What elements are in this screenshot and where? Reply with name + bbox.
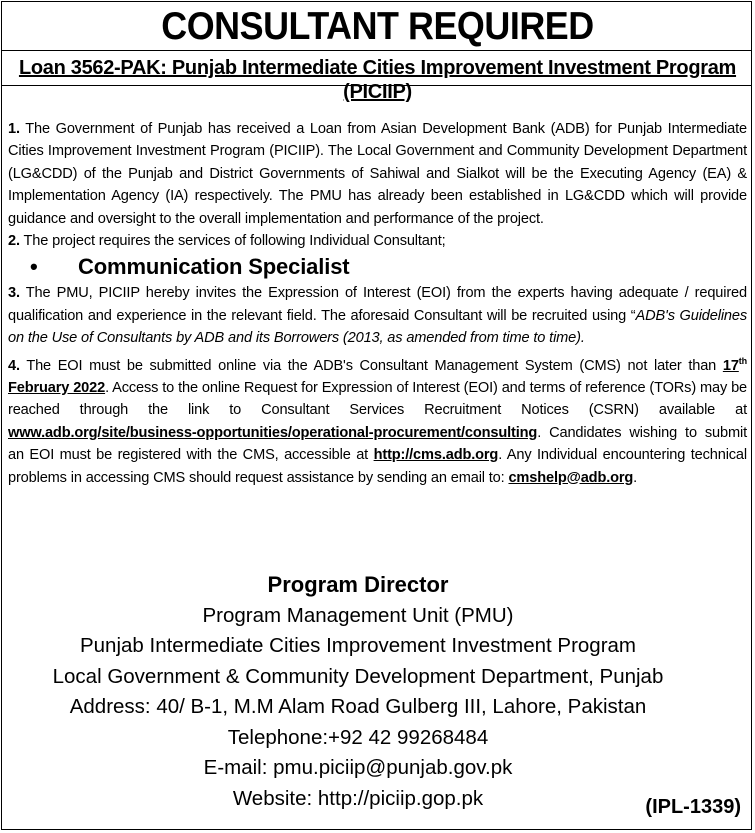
paragraph-number: 2. [8,233,20,250]
paragraph-1 [8,118,747,230]
adb-consulting-link[interactable]: www.adb.org/site/business-opportunities/operational-procurement/consulting [8,424,538,441]
signatory-designation: Program Director [267,572,449,597]
signatory-website[interactable]: Website: http://piciip.gop.pk [232,786,484,810]
paragraph-number: 3. [8,285,20,302]
position-item [30,252,747,282]
position-title: Communication Specialist [78,254,350,280]
paragraph-text: . Access to the online Request for Expression of Interest (EOI) and terms of reference (TORs) may be reached through the link to Consultant Services Recruitment Notices (CSRN) available at [8,379,748,419]
deadline-suffix: th [738,355,747,366]
deadline-date: February 2022 [8,379,106,396]
paragraph-text: The PMU, PICIIP hereby invites the Expression of Interest (EOI) from the experts having adequate / required qualification and experience in the relevant field. The aforesaid Consultant will be recruited using “ [8,285,747,324]
advertisement-body [8,118,747,489]
paragraph-number: 1. [8,121,20,137]
paragraph-3 [8,282,747,349]
signatory-address: Address: 40/ B-1, M.M Alam Road Gulberg III, Lahore, Pakistan [69,695,647,718]
signatory-telephone: Telephone:+92 42 99268484 [227,725,489,749]
paragraph-text: The Government of Punjab has received a Loan from Asian Development Bank (ADB) for Punjab Intermediate Cities Improvement Investment Program (PICIIP). The Local Government and Community Development Department (LG&CDD) of the Punjab and District Governments of Sahiwal and Sialkot will be the Executing Agency (EA) & Implementation Agency (IA) respectively. The PMU has already been established in LG&CDD which will provide guidance and oversight to the overall implementation and performance of the project. [8,121,747,227]
paragraph-number: 4. [8,357,20,374]
paragraph-text: . Candidates wishing to submit an EOI must be registered with the CMS, accessible at [8,424,747,464]
paragraph-text: . Any Individual encountering technical problems in accessing CMS should request assistance by sending an email to: [8,447,747,486]
paragraph-4 [8,350,747,489]
signature-block [0,570,716,814]
ad-reference-code: (IPL-1339) [645,796,741,818]
signatory-program: Punjab Intermediate Cities Improvement Investment Program [79,634,637,657]
page-title: CONSULTANT REQUIRED [161,5,594,48]
paragraph-text: . [633,469,638,486]
signatory-department: Local Government & Community Development Department, Punjab [52,664,664,688]
signatory-unit: Program Management Unit (PMU) [202,603,514,627]
title-divider [1,50,752,51]
cms-help-email-link[interactable]: cmshelp@adb.org [508,469,634,486]
deadline-day: 17 [722,357,739,374]
cms-link[interactable]: http://cms.adb.org [373,447,499,464]
signatory-email[interactable]: E-mail: pmu.piciip@punjab.gov.pk [203,756,513,779]
loan-heading: Loan 3562-PAK: Punjab Intermediate Cities Improvement Investment Program (PICIIP) [18,57,737,103]
paragraph-2 [8,230,747,252]
paragraph-text: The EOI must be submitted online via the ADB's Consultant Management System (CMS) not later than [26,357,723,374]
loan-divider [1,85,752,86]
bullet-icon: • [30,254,38,280]
paragraph-text: The project requires the services of following Individual Consultant; [23,233,446,250]
guidelines-reference: ADB's Guidelines on the Use of Consultants by ADB and its Borrowers (2013, as amended from time to time). [8,307,747,347]
